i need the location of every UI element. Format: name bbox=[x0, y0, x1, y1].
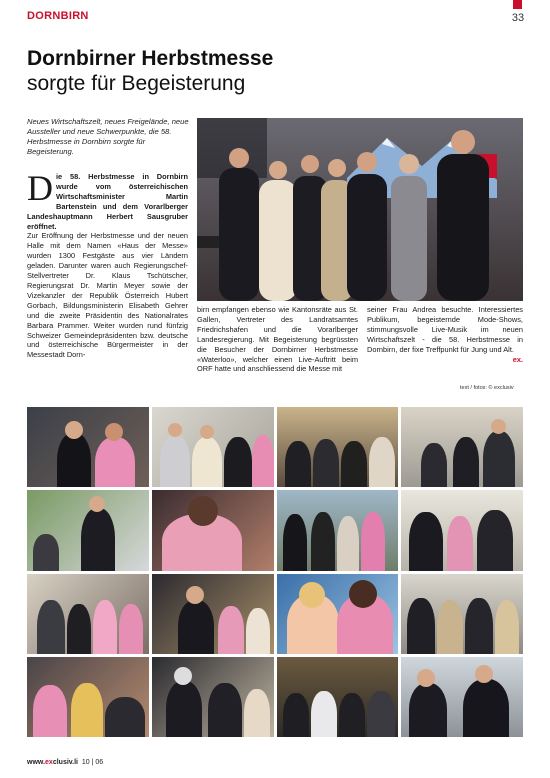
photo-credit: text / fotos: © exclusiv bbox=[460, 385, 514, 391]
article-column-1 bbox=[27, 172, 188, 387]
gallery-photo bbox=[277, 657, 399, 737]
article-subtitle: sorgte für Begeisterung bbox=[27, 72, 246, 95]
main-event-photo bbox=[197, 118, 523, 301]
gallery-photo bbox=[401, 574, 523, 654]
article-title: Dornbirner Herbstmesse bbox=[27, 47, 274, 70]
gallery-photo bbox=[27, 574, 149, 654]
gallery-photo bbox=[152, 657, 274, 737]
gallery-photo bbox=[27, 407, 149, 487]
article-intro: Neues Wirtschaftszelt, neues Freigelände, neue Aussteller und neue Schwerpunkte, die 58. Herbstmesse in Dornbirn sorgte für Begeisterung. bbox=[27, 117, 189, 156]
gallery-photo bbox=[401, 657, 523, 737]
gallery-photo bbox=[277, 407, 399, 487]
issue-number: 10 | 06 bbox=[81, 759, 104, 766]
section-label: DORNBIRN bbox=[27, 10, 89, 22]
page-marker bbox=[513, 0, 522, 9]
body-paragraph: Zur Eröffnung der Herbstmesse und der neuen Halle mit dem Namen «Haus der Messe» wurden 1300 Festgäste aus vier Ländern geladen. Darunter waren auch Regierungschef-Stellvertreter Dr. Klaus Tschütscher, Regierungsrat Dr. Martin Meyer sowie der Vizekanzler der Republik Österreich Hubert Gorbach, Bildungsministerin Elisabeth Gehrer und die zweite Präsidentin des Nationalrates Barbara Prammer. Weiter wurden rund fünfzig Schweizer Gemeindepräsidenten bzw. deutsche und österreichische Bürgermeister in der Messestadt Dorn- bbox=[27, 231, 188, 360]
page-footer bbox=[27, 759, 103, 766]
gallery-photo bbox=[152, 490, 274, 570]
gallery-photo bbox=[27, 490, 149, 570]
gallery-photo bbox=[27, 657, 149, 737]
gallery-photo bbox=[277, 574, 399, 654]
article-column-2: birn empfangen ebenso wie Kantonsräte aus St. Gallen, Vertreter des Landratsamtes Friedrichshafen und die Vorarlberger Landesregierung. Mit Begeisterung begrüssten die Besucher der Dornbirner Herbstmesse «Waterloo», welcher einen Live-Auftritt beim ORF hatte und anschliessend die Messe mit bbox=[197, 305, 358, 374]
drop-cap: D bbox=[27, 172, 53, 208]
gallery-photo bbox=[401, 407, 523, 487]
article-column-3 bbox=[367, 305, 523, 364]
stage-group-illustration bbox=[197, 118, 523, 301]
gallery-photo bbox=[152, 407, 274, 487]
column-3-text: seiner Frau Andrea besuchte. Interessiertes Publikum, begeisternde Mode-Shows, stimmungsvolle Live-Musik im neuen Wirtschaftszelt - die 58. Herbstmesse in Dornbirn, der fixe Treffpunkt für Jung und Alt. bbox=[367, 305, 523, 354]
lead-paragraph: ie 58. Herbstmesse in Dornbirn wurde vom österreichischen Wirtschaftsminister Martin Bartenstein und dem Vorarlberger Landeshauptmann Herbert Sausgruber eröffnet. bbox=[27, 172, 188, 231]
gallery-photo bbox=[152, 574, 274, 654]
gallery-photo bbox=[277, 490, 399, 570]
photo-gallery bbox=[27, 407, 523, 737]
page-number: 33 bbox=[511, 12, 525, 24]
end-mark: ex. bbox=[512, 354, 523, 364]
footer-url[interactable]: www.exclusiv.li bbox=[27, 759, 78, 766]
gallery-photo bbox=[401, 490, 523, 570]
